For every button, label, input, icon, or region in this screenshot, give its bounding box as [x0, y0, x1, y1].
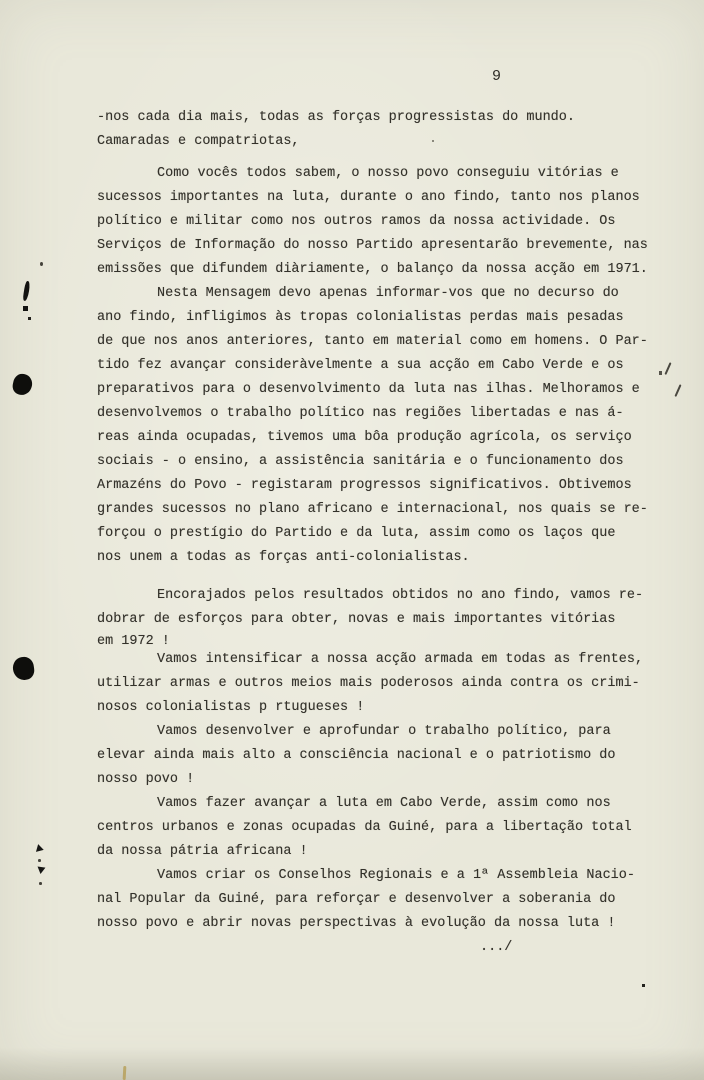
text-line: sociais - o ensino, a assistência sanitária e o funcionamento dos [97, 454, 624, 469]
text-line: utilizar armas e outros meios mais poderosos ainda contra os crimi- [97, 676, 640, 691]
text-line: Serviços de Informação do nosso Partido apresentarão brevemente, nas [97, 238, 648, 253]
text-line: grandes sucessos no plano africano e internacional, nos quais se re- [97, 502, 648, 517]
ink-speck [432, 140, 434, 142]
text-line: reas ainda ocupadas, tivemos uma bôa produção agrícola, os serviço [97, 430, 632, 445]
ink-speck [40, 262, 43, 266]
text-line: de que nos anos anteriores, tanto em material como em homens. O Par- [97, 334, 648, 349]
text-line: forçou o prestígio do Partido e da luta, assim como os laços que [97, 526, 616, 541]
page-number: 9 [492, 68, 502, 85]
margin-triangle-mark [34, 843, 43, 852]
handwritten-exclamation-mark [22, 281, 30, 302]
text-line: nosos colonialistas p rtugueses ! [97, 700, 365, 715]
text-line: Como vocês todos sabem, o nosso povo conseguiu vitórias e [157, 166, 619, 181]
text-line: -nos cada dia mais, todas as forças progressistas do mundo. [97, 110, 575, 125]
text-line: político e militar como nos outros ramos da nossa actividade. Os [97, 214, 616, 229]
text-line: nosso povo ! [97, 772, 195, 787]
margin-arrow-mark [37, 866, 46, 874]
text-line: nos unem a todas as forças anti-colonialistas. [97, 550, 470, 565]
ink-speck [39, 882, 42, 885]
text-line: desenvolvemos o trabalho político nas regiões libertadas e nas á- [97, 406, 624, 421]
pencil-slash-mark [664, 362, 671, 375]
text-line: Camaradas e compatriotas, [97, 134, 300, 149]
text-line: Vamos intensificar a nossa acção armada em todas as frentes, [157, 652, 644, 667]
ink-speck [642, 984, 645, 987]
text-line: Vamos fazer avançar a luta em Cabo Verde, assim como nos [157, 796, 611, 811]
text-line: emissões que difundem diàriamente, o balanço da nossa acção em 1971. [97, 262, 648, 277]
text-line: Nesta Mensagem devo apenas informar-vos que no decurso do [157, 286, 619, 301]
pencil-comma-mark [659, 371, 662, 375]
text-line: centros urbanos e zonas ocupadas da Guiné, para a libertação total [97, 820, 632, 835]
ink-speck [38, 859, 41, 862]
text-line: ano findo, infligimos às tropas colonialistas perdas mais pesadas [97, 310, 624, 325]
handwritten-exclamation-dot [23, 306, 28, 311]
text-line: Vamos desenvolver e aprofundar o trabalho político, para [157, 724, 611, 739]
typewritten-text-block [97, 106, 657, 960]
text-line: Encorajados pelos resultados obtidos no ano findo, vamos re- [157, 588, 644, 603]
text-line: sucessos importantes na luta, durante o ano findo, tanto nos planos [97, 190, 640, 205]
pencil-slash-mark [674, 384, 681, 397]
ink-blob [11, 372, 34, 396]
text-line: em 1972 ! [97, 634, 170, 649]
text-line: da nossa pátria africana ! [97, 844, 308, 859]
text-line: preparativos para o desenvolvimento da luta nas ilhas. Melhoramos e [97, 382, 640, 397]
text-line: dobrar de esforços para obter, novas e mais importantes vitórias [97, 612, 616, 627]
text-line: .../ [480, 940, 513, 955]
text-line: nal Popular da Guiné, para reforçar e desenvolver a soberania do [97, 892, 616, 907]
text-line: elevar ainda mais alto a consciência nacional e o patriotismo do [97, 748, 616, 763]
ink-speck [28, 317, 31, 320]
ink-blob [12, 656, 36, 682]
text-line: nosso povo e abrir novas perspectivas à evolução da nossa luta ! [97, 916, 616, 931]
text-line: Armazéns do Povo - registaram progressos significativos. Obtivemos [97, 478, 632, 493]
text-line: Vamos criar os Conselhos Regionais e a 1ª Assembleia Nacio- [157, 868, 635, 883]
paper-stain [123, 1066, 127, 1080]
text-line: tido fez avançar consideràvelmente a sua acção em Cabo Verde e os [97, 358, 624, 373]
